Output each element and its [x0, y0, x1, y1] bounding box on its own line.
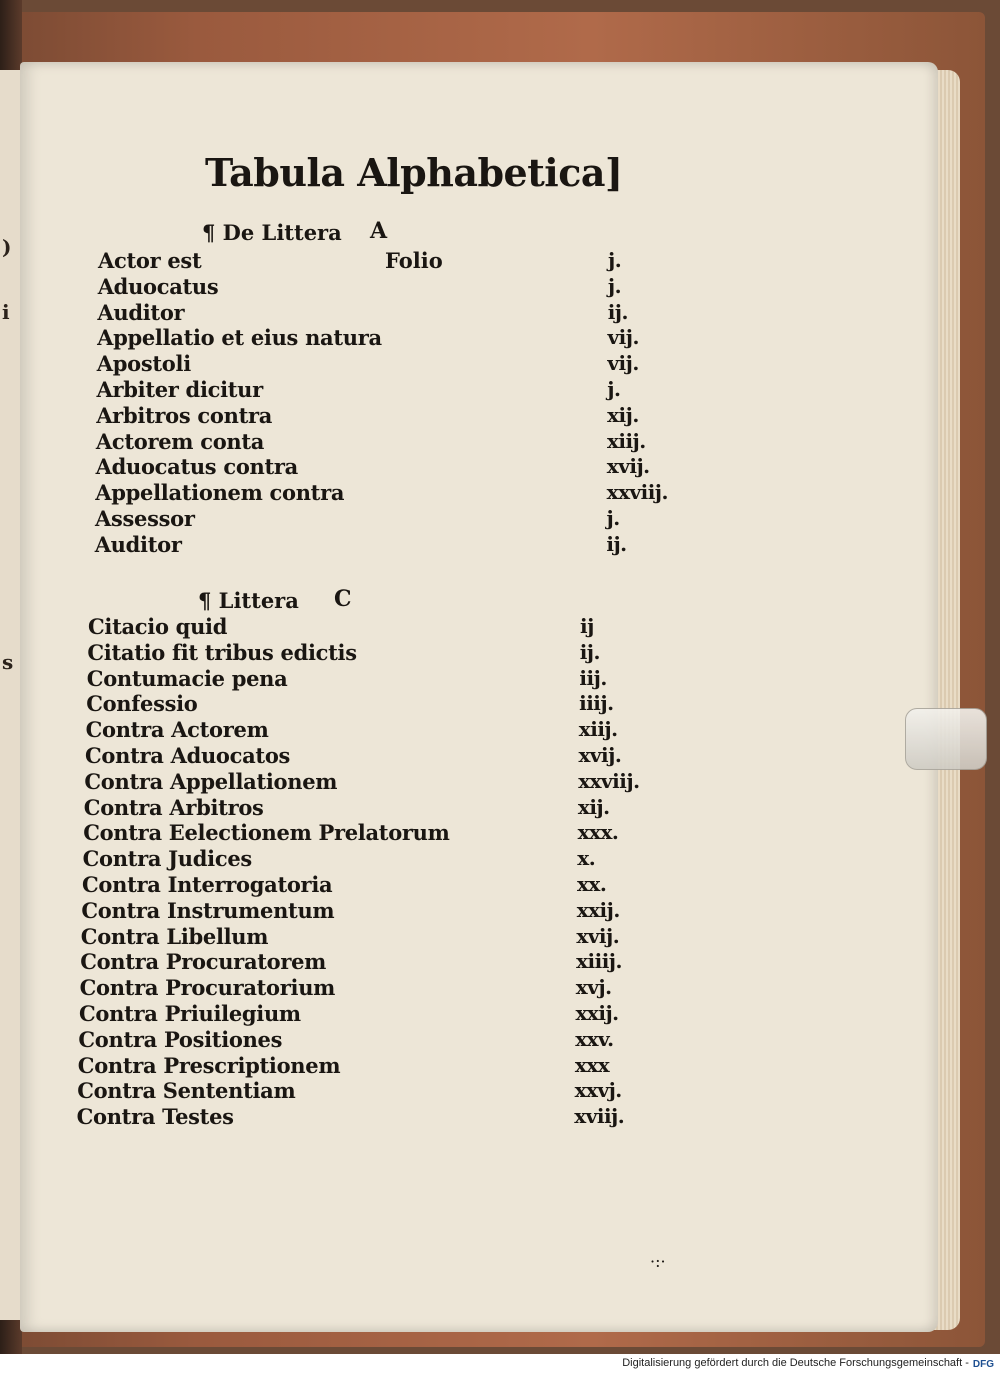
entry-folio: xxij.	[576, 897, 620, 922]
entry-label: Actorem conta	[95, 428, 265, 454]
entry-folio: j.	[606, 506, 620, 530]
entry-label: Contra Procuratorem	[80, 949, 327, 975]
entry-folio: iij.	[579, 665, 607, 690]
entry-label: Assessor	[95, 506, 195, 531]
entry-folio: xiij.	[606, 428, 646, 453]
entry-folio: j.	[607, 273, 622, 298]
entry-label: Contra Arbitros	[83, 794, 264, 820]
entry-folio: vij.	[607, 325, 639, 350]
entry-label: Aduocatus contra	[95, 454, 298, 480]
entry-label: Contra Judices	[82, 846, 252, 872]
plastic-tab-marker	[905, 708, 987, 770]
entry-label: Apostoli	[96, 351, 191, 377]
entry-folio: xviij.	[574, 1104, 625, 1129]
page-title: Tabula Alphabetica]	[205, 150, 623, 195]
entry-folio: xiij.	[578, 717, 618, 742]
entry-folio: xvij.	[578, 743, 622, 767]
entry-folio: xxviij.	[578, 768, 640, 793]
entry-label: Citatio fit tribus edictis	[87, 639, 357, 665]
entry-label: Contra Eelectionem Prelatorum	[83, 820, 450, 846]
entry-label: Actor est	[98, 248, 202, 273]
entry-folio: xvj.	[575, 975, 612, 1000]
section-a-letter: A	[370, 218, 388, 244]
entry-folio: xxv.	[575, 1026, 614, 1051]
entry-label: Appellatio et eius natura	[97, 325, 382, 351]
entry-folio: xvij.	[606, 454, 650, 479]
entry-label: Aduocatus	[97, 273, 219, 299]
entry-folio: vij.	[607, 351, 639, 376]
left-leaf-mark: )	[2, 235, 12, 259]
entry-label: Contra Actorem	[85, 717, 269, 743]
entry-folio: ij.	[606, 531, 627, 556]
entry-label: Confessio	[86, 691, 198, 717]
footer-credit-bar	[0, 1354, 1000, 1374]
section-c-heading: ¶ Littera	[198, 588, 299, 613]
entry-folio: iiij.	[579, 691, 614, 716]
entry-folio: ij	[580, 614, 594, 638]
entry-folio: xx.	[577, 872, 607, 896]
footer-credit: Digitalisierung gefördert durch die Deutsche Forschungsgemeinschaft -	[622, 1357, 969, 1369]
left-leaf-mark: s	[2, 650, 14, 674]
entry-label: Contra Prescriptionem	[77, 1052, 341, 1078]
entry-folio: xxx.	[577, 820, 619, 845]
entry-folio: xij.	[607, 402, 639, 427]
left-leaf-mark: i	[2, 300, 10, 324]
folio-column-heading: Folio	[385, 248, 443, 273]
entry-label: Contumacie pena	[86, 665, 288, 691]
entry-label: Auditor	[97, 299, 185, 325]
entry-folio: x.	[577, 846, 596, 871]
entry-label: Contra Procuratorium	[79, 975, 336, 1001]
entry-folio: xvij.	[576, 923, 620, 948]
entry-label: Contra Positiones	[78, 1026, 283, 1052]
entry-folio: xxvj.	[574, 1078, 622, 1103]
entry-folio: j.	[608, 248, 622, 272]
document-page	[20, 62, 938, 1332]
entry-label: Citacio quid	[88, 614, 228, 639]
entry-label: Contra Appellationem	[84, 768, 338, 794]
entry-label: Arbitros contra	[96, 402, 273, 428]
entry-folio: ij.	[607, 299, 628, 324]
dfg-logo: DFG	[972, 1359, 994, 1371]
entry-label: Auditor	[94, 531, 182, 557]
entry-label: Contra Priuilegium	[79, 1001, 301, 1026]
entry-label: Contra Sententiam	[77, 1078, 296, 1104]
entry-folio: xxviij.	[606, 480, 669, 505]
entry-label: Contra Instrumentum	[81, 897, 335, 923]
entry-label: Contra Libellum	[80, 923, 269, 949]
entry-folio: j.	[607, 377, 621, 401]
entry-folio: xiiij.	[576, 949, 623, 974]
entry-label: Appellationem contra	[95, 480, 345, 506]
entry-label: Contra Aduocatos	[85, 743, 291, 768]
entry-folio: xxx	[574, 1052, 610, 1077]
entry-folio: xxij.	[575, 1001, 619, 1025]
page-signature-mark: ·:·	[650, 1252, 666, 1271]
entry-folio: ij.	[579, 639, 600, 664]
entry-label: Contra Interrogatoria	[82, 872, 333, 897]
section-a-heading: ¶ De Littera	[202, 220, 342, 245]
section-c-letter: C	[334, 586, 352, 612]
entry-label: Arbiter dicitur	[96, 377, 263, 402]
entry-folio: xij.	[577, 794, 610, 819]
entry-label: Contra Testes	[76, 1104, 234, 1130]
